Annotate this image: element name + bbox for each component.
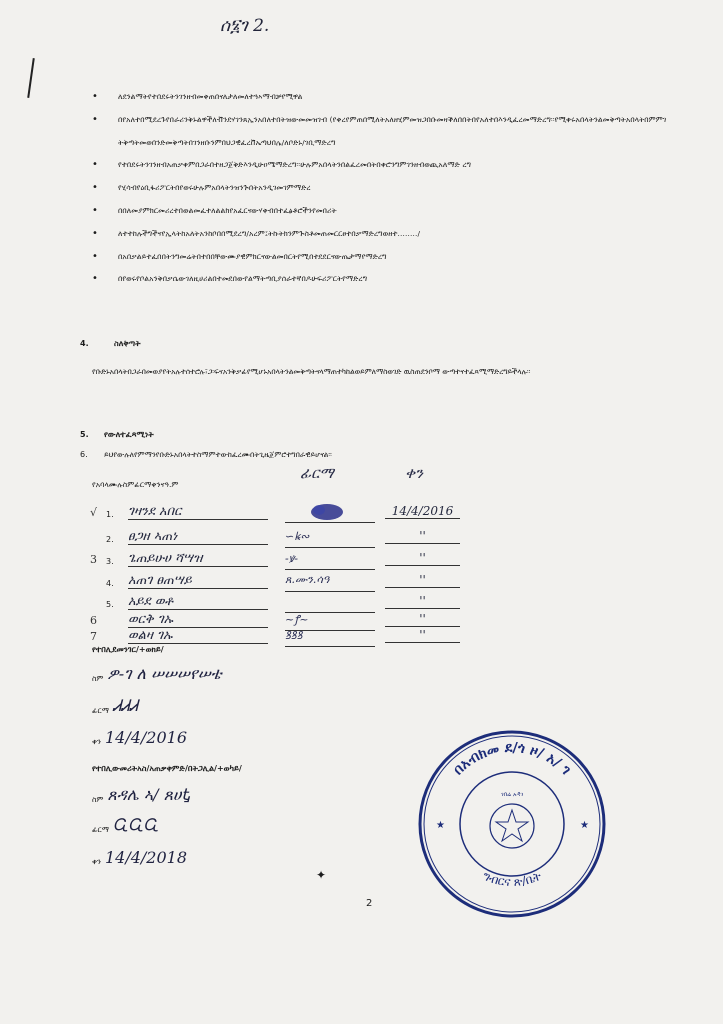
recipient-name-value: ዎ-ገ ለ ሠሠሠየሠቴ	[107, 664, 222, 683]
row-number: 1.	[106, 510, 114, 519]
margin-mark	[27, 58, 35, 98]
list-item: • ለተተከሉችግችናየኢላትከአለትአንከቦበበሚደረግ/አረም፤ትኩትክንምጕስቶመጠመርርፀተበቃማድረግወዘተ......../	[90, 223, 680, 246]
ink-dot: ✦	[316, 868, 327, 882]
list-item: • በበለመያምክርመሪረተበወልመፈተለልልክየአፈርናውሃቀብበተፈፅቶሮችንየመበሪት	[90, 200, 680, 223]
member-name: ፀጋዘ ኣጠነ	[128, 529, 268, 545]
member-date: ''	[385, 628, 460, 643]
recipient-block-title: የተበሊደመንገር/+ወክይ/	[92, 645, 164, 654]
recipient-date-value: 14/4/2016	[104, 728, 188, 747]
member-name: አጠገ ፀጠሣይ	[128, 573, 268, 589]
list-item: • ለደንልማትየተበደሩትንገንዘብመቀጠበናለታለመለተጓኣማብቻየሚዋል	[90, 86, 680, 109]
section-6-number: 6.	[80, 450, 88, 459]
stamp-bottom-text: ግብርና ጽ/ቤት	[480, 868, 544, 889]
official-stamp	[412, 724, 612, 924]
list-item: • በአበቃልይተፈበበትንግመሬትበተበበቸውሙያዊምክርናውልመበርትየሚበተደደርናውጤታማየማድረግ	[90, 246, 680, 269]
row-mark: √	[90, 506, 98, 519]
member-name: አይደ ወቶ	[128, 594, 268, 610]
recipient-name-line	[92, 664, 222, 684]
member-name: ወርቅ ገኡ	[128, 612, 268, 628]
member-date: ''	[385, 551, 460, 566]
member-date: ''	[385, 612, 460, 627]
list-item: • በየአለተበሚደረጉየበራሪንቅኑልዋችለቭንደሃገንጸኢንአበለተበትዝውመመዝገብ (የቀረየምጠበሚለትአለዘሂምመዝጋበቡመዛቕለበበትበየአለተበእንዲፈረመማድረግ፡፡የሚቀሩአበላትንልመቅጣትአበላትበምምገ ትቅጣትመወበንድመቅጣትበገንዘቡንምበህጋዊፈረቨኤጣህበሌ/ለቦድኑ/ገቢማድረግ	[90, 109, 680, 155]
date-column-label: ቀን	[405, 464, 423, 482]
member-signature: -ꝟ-	[285, 551, 375, 570]
recipient-sign-value: ᏗᏗᏗ	[112, 696, 138, 715]
recipient-date-line	[92, 728, 187, 747]
officer-date-label: ቀን	[92, 857, 101, 866]
stamp-top-text: በአብክመ ደ/ጎ ዞ/ አ/ ገ	[450, 739, 574, 779]
officer-sign-label: ፊርማ	[92, 825, 109, 834]
recipient-name-label: ስም	[92, 674, 104, 683]
row-number: 3.	[106, 557, 114, 566]
section-4-number: 4.	[80, 339, 89, 348]
header-handwritten-note: ሰ፮ገ 2.	[220, 16, 270, 36]
member-row	[90, 573, 440, 593]
row-number: 4.	[106, 579, 114, 588]
stamp-emblem-icon	[490, 804, 534, 848]
officer-name-value: ጸዳሌ ኣ/ ጸሀᎿ	[107, 785, 191, 804]
stamp-inner-text: ገበሬ አዳገ	[500, 791, 524, 798]
svg-text:★: ★	[580, 820, 589, 831]
member-date: ''	[385, 594, 460, 609]
section-5-title: የውለተፈጻሚነት	[104, 430, 154, 439]
row-number: 2.	[106, 535, 114, 544]
section-4-title: ስለቅጣት	[114, 339, 141, 348]
member-row	[90, 529, 440, 549]
responsibilities-list	[90, 86, 680, 291]
officer-block-title: የተበሊውመሪትአስ/አጠቃቀምድ/በትጋሊል/+ወካይ/	[92, 764, 242, 773]
member-row	[90, 594, 440, 614]
member-signature: ꝸꝸꝸ	[285, 628, 375, 647]
member-signature	[285, 504, 375, 523]
officer-sign-value: ᏩᏩᏩ	[112, 815, 159, 834]
signature-table-header: የአባላሙሉስምፊርማቀንናዓ.ም	[92, 480, 179, 489]
member-date: ''	[385, 573, 460, 588]
officer-sign-line	[92, 815, 159, 835]
list-item: • የተበደሩትንገንዘብአጠቃቀምበጋራበተዘጋጀቅድእንዲሁዐሜማድረግ፡፡ሁሉምአበላትንበልፈረመበትበቀሮንግምገንዘብወጪአለማድ ረግ	[90, 154, 680, 177]
ink-blot-signature	[307, 502, 347, 522]
officer-date-value: 14/4/2018	[104, 848, 188, 867]
member-name: ወልዛ ገኡ	[128, 628, 268, 644]
row-mark: 6	[90, 614, 97, 627]
row-mark: 3	[90, 553, 97, 566]
row-number: 5.	[106, 600, 114, 609]
member-signature: ~ꝭ~	[285, 612, 375, 631]
list-item: • በየወሩየቦልአንቅበቃሴውገለዚሀሪልበተመደበውየልማትጣቢያሰራተኛበዶሁፍሪፖርትየማድረግ	[90, 268, 680, 291]
member-row	[90, 504, 454, 524]
member-signature	[285, 594, 375, 613]
officer-name-line	[92, 785, 190, 805]
row-mark: 7	[90, 630, 97, 643]
recipient-sign-line	[92, 696, 138, 716]
section-6-text: ይህየውሉለየምማንየቡድኑአበላትተስማምተውከፈረሙበትጊዜጀምሮተግበራዊይሆናል፡፡	[104, 450, 332, 459]
section-4-text: የቡድኑአበላትበጋራበመወያየትአሉተሰተሮሉ፣ጋ፡ፍናአንቅቃፊየሚሆኑአበላትንልመቅጣትናላማጠተካከልወይምለማስወገድ ዉስጠደንቦማ ውጣተናተፈጻሚማድረግይችላሉ፡፡	[92, 367, 531, 376]
member-row	[90, 551, 440, 571]
member-name: ገዛንደ አበር	[128, 504, 268, 520]
svg-text:★: ★	[436, 820, 445, 831]
member-signature: ∽ꝃ∾	[285, 529, 375, 548]
officer-date-line	[92, 848, 187, 867]
recipient-sign-label: ፊርማ	[92, 706, 109, 715]
member-name: ጌጠይሁሀ ሻሣዝ	[128, 551, 268, 567]
member-date: ''	[385, 529, 460, 544]
recipient-date-label: ቀን	[92, 737, 101, 746]
officer-name-label: ስም	[92, 795, 104, 804]
page-number: 2	[366, 898, 373, 909]
member-signature: ጸ.ሙን.ሳዓ	[285, 573, 375, 592]
list-item: • የሂሳብየዕቢፋሪፖርትበየወሩሁሉምአበላትንዝንጕበትአንዲገመገምማድረ	[90, 177, 680, 200]
signature-column-label: ፊርማ	[300, 464, 334, 482]
member-date: 14/4/2016	[385, 504, 460, 519]
section-5-number: 5.	[80, 430, 89, 439]
